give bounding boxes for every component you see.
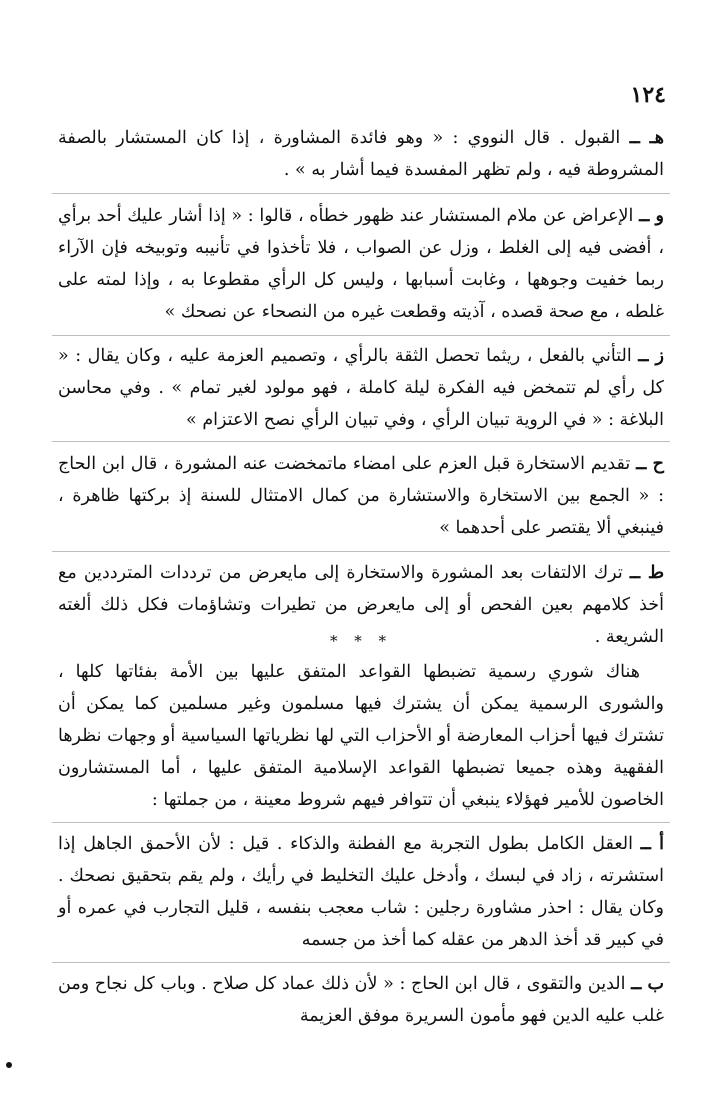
page-number: ١٢٤: [630, 82, 666, 108]
paragraph-lead: أ ــ: [640, 834, 664, 854]
paragraph-zay: [58, 340, 664, 436]
paragraph-lead: ز ــ: [638, 346, 664, 366]
paragraph-text: القبول . قال النووي : « وهو فائدة المشاورة ، إذا كان المستشار بالصفة المشروطة فيه ، ولم تظهر المفسدة فيما أشار به » .: [58, 128, 664, 180]
paragraph-text: الإعراض عن ملام المستشار عند ظهور خطأه ، قالوا : « إذا أشار عليك أحد برأي ، أفضى فيه إلى الغلط ، وزل عن الصواب ، فلا تأخذوا في تأنيبه وتوبيخه فإن الآراء ربما خفيت وجوهها ، وغابت أسبابها ، وليس كل الرأي مقطوعا به ، وإذا لمته على غلطه ، مع صحة قصده ، آذيته وقطعت غيره من النصحاء عن نصحك »: [58, 206, 664, 322]
paragraph-ba: [58, 968, 664, 1032]
paragraph-waw: [58, 200, 664, 328]
paragraph-lead: و ــ: [639, 206, 664, 226]
paragraph-lead: ط ــ: [629, 563, 665, 583]
section-rule: [52, 962, 670, 963]
paragraph-alif: [58, 828, 664, 956]
paragraph-text: هناك شوري رسمية تضبطها القواعد المتفق عليها بين الأمة بفئاتها كلها ، والشورى الرسمية يمكن أن يشترك فيها مسلمون وغير مسلمين كما يمكن أن تشترك فيها أحزاب المعارضة أو الأحزاب التي لها نظرياتها السياسية أو وجهات نظرها الفقهية وهذه جميعا تضبطها القواعد الإسلامية المتفق عليها ، أما المستشارون الخاصون للأمير فهؤلاء ينبغي أن تتوافر فيهم شروط معينة ، من جملتها :: [58, 662, 664, 810]
scan-speck: [6, 1062, 12, 1068]
section-rule: [52, 822, 670, 823]
paragraph-lead: ب ــ: [631, 974, 664, 994]
paragraph-lead: هـ ــ: [629, 128, 664, 148]
section-rule: [52, 193, 670, 194]
section-rule: [52, 335, 670, 336]
paragraph-he: [58, 122, 664, 186]
paragraph-lead: ح ــ: [636, 454, 664, 474]
paragraph-text: التأني بالفعل ، ريثما تحصل الثقة بالرأي ، وتصميم العزمة عليه ، وكان يقال : « كل رأي لم تتمخض فيه الفكرة ليلة كاملة ، فهو مولود لغير تمام » . وفي محاسن البلاغة : « في الروية تبيان الرأي ، وفي تبيان الرأي نصح الاعتزام »: [58, 346, 664, 430]
paragraph-ha: [58, 448, 664, 544]
section-rule: [52, 551, 670, 552]
paragraph-text: العقل الكامل بطول التجربة مع الفطنة والذكاء . قيل : لأن الأحمق الجاهل إذا استشرته ، زاد في لبسك ، وأدخل عليك التخليط في رأيك ، ولم يقم بتحقيق نصحك . وكان يقال : احذر مشاورة رجلين : شاب معجب بنفسه ، قليل التجارب في عمره أو في كبير قد أخذ الدهر من عقله كما أخذ من جسمه: [58, 834, 664, 950]
paragraph-text: تقديم الاستخارة قبل العزم على امضاء ماتمخضت عنه المشورة ، قال ابن الحاج : « الجمع بين الاستخارة والاستشارة من كمال الامتثال للسنة إذ بركتها ظاهرة ، فينبغي ألا يقتصر على أحدهما »: [58, 454, 664, 538]
section-divider: * * *: [329, 632, 393, 650]
paragraph-text: ترك الالتفات بعد المشورة والاستخارة إلى مايعرض من ترددات المترددين مع أخذ كلامهم بعين الفحص أو إلى مايعرض من تطيرات وتشاؤمات فكل ذلك ألغته الشريعة .: [58, 563, 664, 647]
paragraph-text: الدين والتقوى ، قال ابن الحاج : « لأن ذلك عماد كل صلاح . وباب كل نجاح ومن غلب عليه الدين فهو مأمون السريرة موفق العزيمة: [58, 974, 664, 1026]
paragraph-shura: [58, 656, 664, 816]
section-rule: [52, 441, 670, 442]
